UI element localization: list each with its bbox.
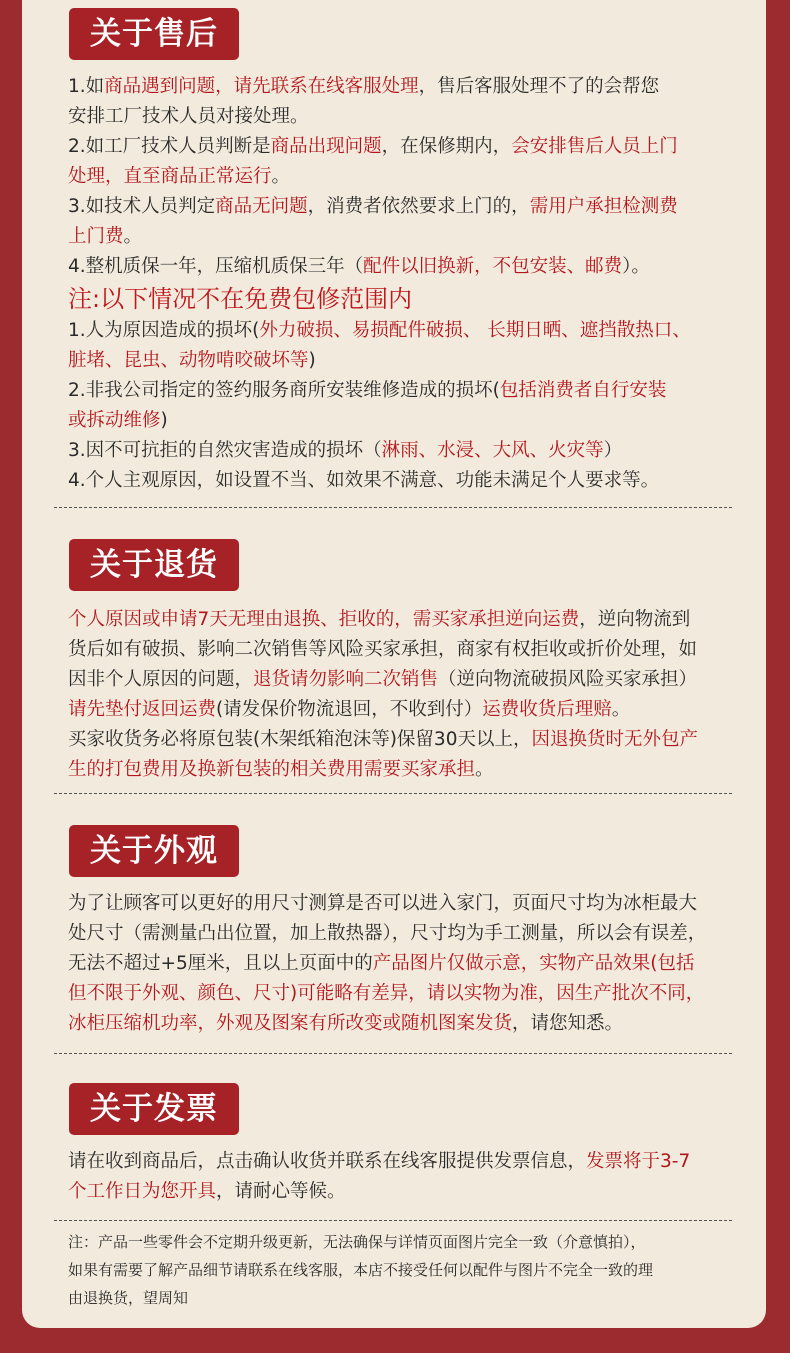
highlight-text: 配件以旧换新，不包安装、邮费 bbox=[363, 256, 623, 277]
highlight-text: 商品出现问题 bbox=[270, 136, 382, 157]
invoice-body bbox=[68, 1147, 758, 1207]
appearance-title: 关于外观 bbox=[69, 825, 239, 877]
body-text: ，请您知悉。 bbox=[512, 1013, 624, 1034]
returns-body bbox=[68, 605, 758, 785]
divider bbox=[54, 507, 732, 508]
text-line bbox=[68, 1147, 758, 1177]
highlight-text: 因退换货时无外包产 bbox=[531, 729, 698, 750]
highlight-text: 发票将于3-7 bbox=[586, 1151, 691, 1172]
body-text: 请在收到商品后，点击确认收货并联系在线客服提供发票信息， bbox=[68, 1151, 587, 1172]
text-line bbox=[68, 725, 758, 755]
body-text: 4.个人主观原因，如设置不当、如效果不满意、功能未满足个人要求等。 bbox=[68, 470, 660, 491]
divider bbox=[54, 1220, 732, 1221]
highlight-text: 需用户承担检测费 bbox=[529, 196, 678, 217]
body-text: 处尺寸（需测量凸出位置，加上散热器），尺寸均为手工测量，所以会有误差， bbox=[68, 923, 707, 944]
highlight-text: 生的打包费用及换新包装的相关费用需要买家承担 bbox=[68, 759, 476, 780]
body-text: 。 bbox=[123, 226, 143, 247]
highlight-text: 个工作日为您开具 bbox=[68, 1181, 217, 1202]
text-line bbox=[68, 192, 758, 222]
text-line bbox=[68, 436, 758, 466]
text-line bbox=[68, 665, 758, 695]
text-line bbox=[68, 605, 758, 635]
body-text: 1.人为原因造成的损坏( bbox=[68, 320, 260, 341]
body-text: ，请耐心等候。 bbox=[216, 1181, 346, 1202]
text-line bbox=[68, 1177, 758, 1207]
text-line bbox=[68, 949, 758, 979]
highlight-text: 淋雨、水浸、大风、火灾等 bbox=[381, 440, 604, 461]
body-text: 3.如技术人员判定 bbox=[68, 196, 216, 217]
text-line bbox=[68, 252, 758, 282]
body-text: ，在保修期内， bbox=[381, 136, 512, 157]
body-text: 买家收货务必将原包装(木架纸箱泡沫等)保留30天以上， bbox=[68, 729, 532, 750]
body-text: ，售后客服处理不了的会帮您 bbox=[418, 76, 660, 97]
returns-title: 关于退货 bbox=[69, 539, 239, 591]
text-line bbox=[68, 979, 758, 1009]
body-text: 。 bbox=[611, 699, 631, 720]
highlight-text: 处理，直至商品正常运行 bbox=[68, 166, 272, 187]
body-text: 。 bbox=[271, 166, 291, 187]
highlight-text: 冰柜压缩机功率，外观及图案有所改变或随机图案发货 bbox=[68, 1013, 513, 1034]
divider bbox=[54, 1053, 732, 1054]
body-text: 无法不超过+5厘米，且以上页面中的 bbox=[68, 953, 373, 974]
text-line bbox=[68, 346, 758, 376]
footnote-line: 由退换货，望周知 bbox=[68, 1289, 189, 1307]
exclusion-items bbox=[68, 316, 758, 496]
highlight-text: 上门费 bbox=[68, 226, 124, 247]
highlight-text: 包括消费者自行安装 bbox=[499, 380, 667, 401]
body-text: 因非个人原因的问题， bbox=[68, 669, 254, 690]
body-text: （逆向物流破损风险买家承担） bbox=[438, 669, 698, 690]
text-line bbox=[68, 889, 758, 919]
text-line bbox=[68, 635, 758, 665]
body-text: 2.非我公司指定的签约服务商所安装维修造成的损坏( bbox=[68, 380, 500, 401]
highlight-text: 外力破损、易损配件破损、 长期日晒、遮挡散热口、 bbox=[259, 320, 691, 341]
highlight-text: 脏堵、昆虫、动物啃咬破坏等 bbox=[68, 350, 309, 371]
body-text: ) bbox=[308, 350, 316, 371]
body-text: ，逆向物流到 bbox=[579, 609, 691, 630]
body-text: 4.整机质保一年，压缩机质保三年（ bbox=[68, 256, 364, 277]
text-line bbox=[68, 466, 758, 496]
text-line bbox=[68, 406, 758, 436]
body-text: ） bbox=[603, 440, 623, 461]
body-text: 1.如 bbox=[68, 76, 105, 97]
highlight-text: 或拆动维修 bbox=[68, 410, 161, 431]
highlight-text: 商品无问题 bbox=[215, 196, 308, 217]
footnote-line: 如果有需要了解产品细节请联系在线客服，本店不接受任何以配件与图片不完全一致的理 bbox=[68, 1261, 654, 1279]
body-text: 3.因不可抗拒的自然灾害造成的损坏（ bbox=[68, 440, 382, 461]
after-sales-items bbox=[68, 72, 758, 282]
body-text: ）。 bbox=[622, 256, 650, 277]
highlight-text: 但不限于外观、颜色、尺寸)可能略有差异，请以实物为准，因生产批次不同， bbox=[68, 983, 705, 1004]
appearance-body bbox=[68, 889, 758, 1039]
highlight-text: 个人原因或申请7天无理由退换、拒收的，需买家承担逆向运费 bbox=[68, 609, 580, 630]
body-text: 货后如有破损、影响二次销售等风险买家承担，商家有权拒收或折价处理，如 bbox=[68, 639, 698, 660]
after-sales-title: 关于售后 bbox=[69, 8, 239, 60]
text-line bbox=[68, 132, 758, 162]
info-card bbox=[22, 0, 766, 1328]
text-line bbox=[68, 1009, 758, 1039]
text-line bbox=[68, 919, 758, 949]
invoice-title: 关于发票 bbox=[69, 1083, 239, 1135]
text-line bbox=[68, 102, 758, 132]
body-text: ，消费者依然要求上门的， bbox=[307, 196, 530, 217]
body-text: (请发保价物流退回，不收到付） bbox=[216, 699, 483, 720]
highlight-text: 请先垫付返回运费 bbox=[68, 699, 217, 720]
footnote-line: 注：产品一些零件会不定期升级更新，无法确保与详情页面图片完全一致（介意慎拍）， bbox=[68, 1233, 646, 1251]
highlight-text: 会安排售后人员上门 bbox=[511, 136, 678, 157]
text-line bbox=[68, 222, 758, 252]
text-line bbox=[68, 316, 758, 346]
highlight-text: 产品图片仅做示意，实物产品效果(包括 bbox=[372, 953, 695, 974]
divider bbox=[54, 793, 732, 794]
body-text: 为了让顾客可以更好的用尺寸测算是否可以进入家门，页面尺寸均为冰柜最大 bbox=[68, 893, 698, 914]
text-line bbox=[68, 695, 758, 725]
text-line bbox=[68, 376, 758, 406]
text-line bbox=[68, 755, 758, 785]
after-sales-body bbox=[68, 72, 758, 496]
text-line bbox=[68, 162, 758, 192]
body-text: 2.如工厂技术人员判断是 bbox=[68, 136, 271, 157]
body-text: 安排工厂技术人员对接处理。 bbox=[68, 106, 309, 127]
body-text: 。 bbox=[475, 759, 494, 780]
highlight-text: 商品遇到问题，请先联系在线客服处理 bbox=[104, 76, 419, 97]
footnote bbox=[68, 1228, 758, 1312]
exclusion-heading: 注:以下情况不在免费包修范围内 bbox=[68, 285, 413, 313]
highlight-text: 运费收货后理赔 bbox=[482, 699, 612, 720]
body-text: ) bbox=[160, 410, 168, 431]
highlight-text: 退货请勿影响二次销售 bbox=[253, 669, 439, 690]
text-line bbox=[68, 72, 758, 102]
